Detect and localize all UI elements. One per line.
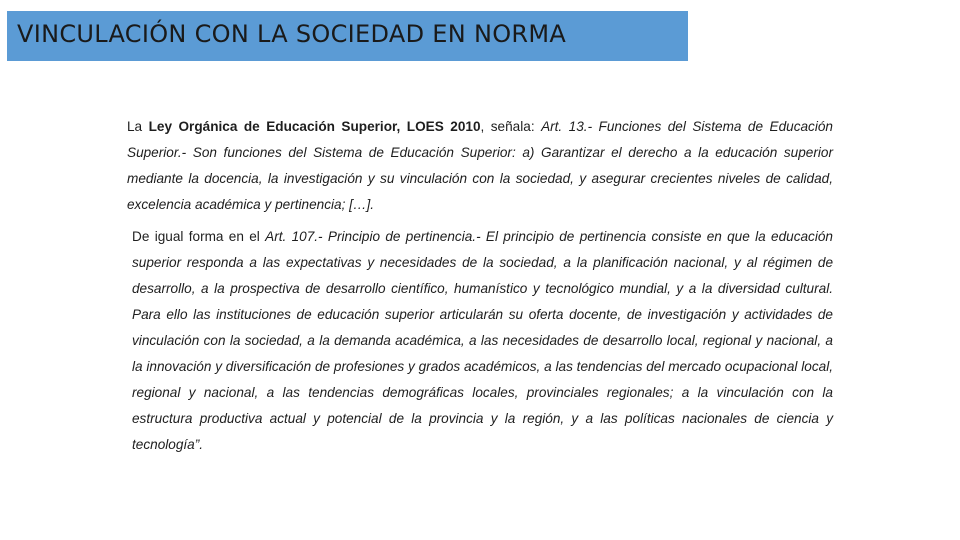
article-13-quote: Art. 13.- Funciones del Sistema de Educación Superior.- Son funciones del Sistema de Educación Superior: a) Garantizar el derecho a la educación superior mediante la docencia, la investigación y su vinculación con la sociedad, y asegurar crecientes niveles de calidad, excelencia académica y pertinencia; […]. xyxy=(127,119,833,212)
title-banner xyxy=(7,11,688,61)
text-segment: La xyxy=(127,119,149,134)
text-segment: , señala: xyxy=(480,119,542,134)
slide-title: VINCULACIÓN CON LA SOCIEDAD EN NORMA xyxy=(17,20,567,48)
text-segment: De igual forma en el xyxy=(132,229,266,244)
document-excerpt xyxy=(127,114,833,458)
law-name: Ley Orgánica de Educación Superior, LOES 2010 xyxy=(148,119,481,134)
paragraph-art-107 xyxy=(127,224,833,458)
paragraph-loes-art-13 xyxy=(127,114,833,218)
article-107-quote: Art. 107.- Principio de pertinencia.- El principio de pertinencia consiste en que la educación superior responda a las expectativas y necesidades de la sociedad, a la planificación nacional, y al régimen de desarrollo, a la prospectiva de desarrollo científico, humanístico y tecnológico mundial, y a la diversidad cultural. Para ello las instituciones de educación superior articularán su oferta docente, de investigación y actividades de vinculación con la sociedad, a la demanda académica, a las necesidades de desarrollo local, regional y nacional, a la innovación y diversificación de profesiones y grados académicos, a las tendencias del mercado ocupacional local, regional y nacional, a las tendencias demográficas locales, provinciales regionales; a la vinculación con la estructura productiva actual y potencial de la provincia y la región, y a las políticas nacionales de ciencia y tecnología”. xyxy=(132,229,833,452)
